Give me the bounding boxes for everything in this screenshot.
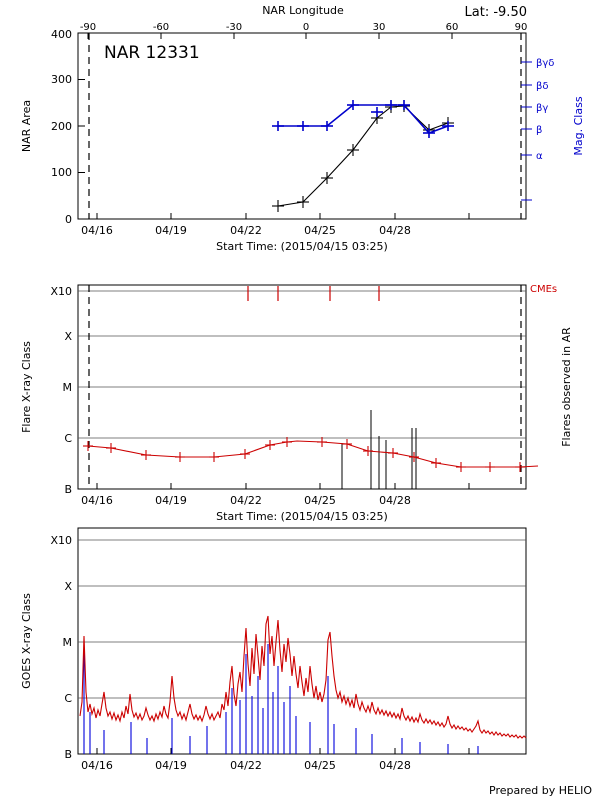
ytick-label-3-4: X10 bbox=[50, 534, 72, 547]
panel3-ylabel: GOES X-ray Class bbox=[20, 593, 33, 689]
mag-class-label-4: α bbox=[536, 151, 543, 162]
x-ticks-3 bbox=[81, 748, 469, 772]
ytick-label-2-2: M bbox=[62, 381, 72, 394]
xtick-label-3-2: 04/22 bbox=[230, 759, 262, 772]
ytick-label-3-3: X bbox=[64, 580, 72, 593]
top-ticks bbox=[80, 22, 528, 39]
panel-nar-area bbox=[0, 0, 600, 258]
xtick-label-3-3: 04/25 bbox=[304, 759, 336, 772]
panel-goes-xray bbox=[0, 516, 600, 800]
xtick-label-3-0: 04/16 bbox=[81, 759, 113, 772]
panel1-ylabel: NAR Area bbox=[20, 99, 33, 153]
mag-class-label-2: βγ bbox=[536, 103, 549, 114]
mag-class-label-1: βδ bbox=[536, 81, 549, 92]
ytick-label-2-3: X bbox=[64, 330, 72, 343]
xtick-label-1-2: 04/22 bbox=[230, 224, 262, 237]
plot-frame-3 bbox=[78, 528, 526, 754]
y-ticks-left-2 bbox=[50, 285, 72, 496]
x-ticks-1 bbox=[81, 213, 469, 237]
panel-flare-class bbox=[0, 258, 600, 523]
mag-class-label-0: βγδ bbox=[536, 58, 555, 69]
mag-class-label-3: β bbox=[536, 125, 543, 136]
xtick-label-2-0: 04/16 bbox=[81, 494, 113, 507]
flare-class-markers bbox=[83, 437, 525, 472]
ytick-label-3-0: B bbox=[64, 748, 72, 761]
panel2-ylabel: Flare X-ray Class bbox=[20, 341, 33, 433]
panel2-xlabel: Start Time: (2015/04/15 03:25) bbox=[216, 510, 388, 523]
ytick-label-2-0: B bbox=[64, 483, 72, 496]
ytick-label-2-1: C bbox=[64, 432, 72, 445]
ytick-label-1-3: 300 bbox=[51, 73, 72, 86]
top-tick-label-4: 30 bbox=[372, 22, 386, 33]
panel-flare-class-svg bbox=[0, 258, 600, 523]
top-tick-label-2: -30 bbox=[225, 22, 243, 33]
ytick-label-2-4: X10 bbox=[50, 285, 72, 298]
panel1-xlabel: Start Time: (2015/04/15 03:25) bbox=[216, 240, 388, 253]
top-tick-label-1: -60 bbox=[152, 22, 170, 33]
xtick-label-2-2: 04/22 bbox=[230, 494, 262, 507]
ytick-label-1-4: 400 bbox=[51, 28, 72, 41]
ytick-label-1-2: 200 bbox=[51, 120, 72, 133]
ytick-label-1-0: 0 bbox=[65, 213, 72, 226]
xtick-label-3-1: 04/19 bbox=[155, 759, 187, 772]
gridlines-3 bbox=[78, 540, 526, 698]
panel2-ylabel-right: Flares observed in AR bbox=[560, 327, 573, 447]
panel1-title: NAR 12331 bbox=[104, 43, 200, 63]
flare-spikes bbox=[342, 410, 416, 489]
y-ticks-left-1 bbox=[51, 28, 85, 226]
ytick-label-3-2: M bbox=[62, 636, 72, 649]
ytick-label-3-1: C bbox=[64, 692, 72, 705]
flare-class-series bbox=[88, 441, 538, 467]
top-tick-label-5: 60 bbox=[445, 22, 459, 33]
xtick-label-2-4: 04/28 bbox=[379, 494, 411, 507]
panel1-ylabel-right: Mag. Class bbox=[572, 96, 585, 156]
xtick-label-2-3: 04/25 bbox=[304, 494, 336, 507]
xtick-label-3-4: 04/28 bbox=[379, 759, 411, 772]
cmes-label: CMEs bbox=[530, 284, 558, 295]
lat-label: Lat: -9.50 bbox=[464, 5, 527, 20]
xtick-label-2-1: 04/19 bbox=[155, 494, 187, 507]
panel-goes-xray-svg bbox=[0, 516, 600, 800]
goes-long-channel-series bbox=[80, 616, 526, 738]
x-ticks-2 bbox=[81, 483, 469, 507]
top-tick-label-0: -90 bbox=[79, 22, 97, 33]
panel-nar-area-svg bbox=[0, 0, 600, 258]
top-axis-label: NAR Longitude bbox=[262, 4, 344, 17]
xtick-label-1-0: 04/16 bbox=[81, 224, 113, 237]
ytick-label-1-1: 100 bbox=[51, 166, 72, 179]
cme-markers bbox=[248, 286, 379, 301]
prepared-by-label: Prepared by HELIO bbox=[489, 784, 592, 797]
xtick-label-1-4: 04/28 bbox=[379, 224, 411, 237]
nar-area-markers bbox=[272, 100, 454, 212]
gridlines-2 bbox=[78, 291, 526, 438]
top-tick-label-3: 0 bbox=[302, 22, 310, 33]
xtick-label-1-1: 04/19 bbox=[155, 224, 187, 237]
top-tick-label-6: 90 bbox=[514, 22, 528, 33]
y-ticks-left-3 bbox=[50, 534, 72, 761]
xtick-label-1-3: 04/25 bbox=[304, 224, 336, 237]
